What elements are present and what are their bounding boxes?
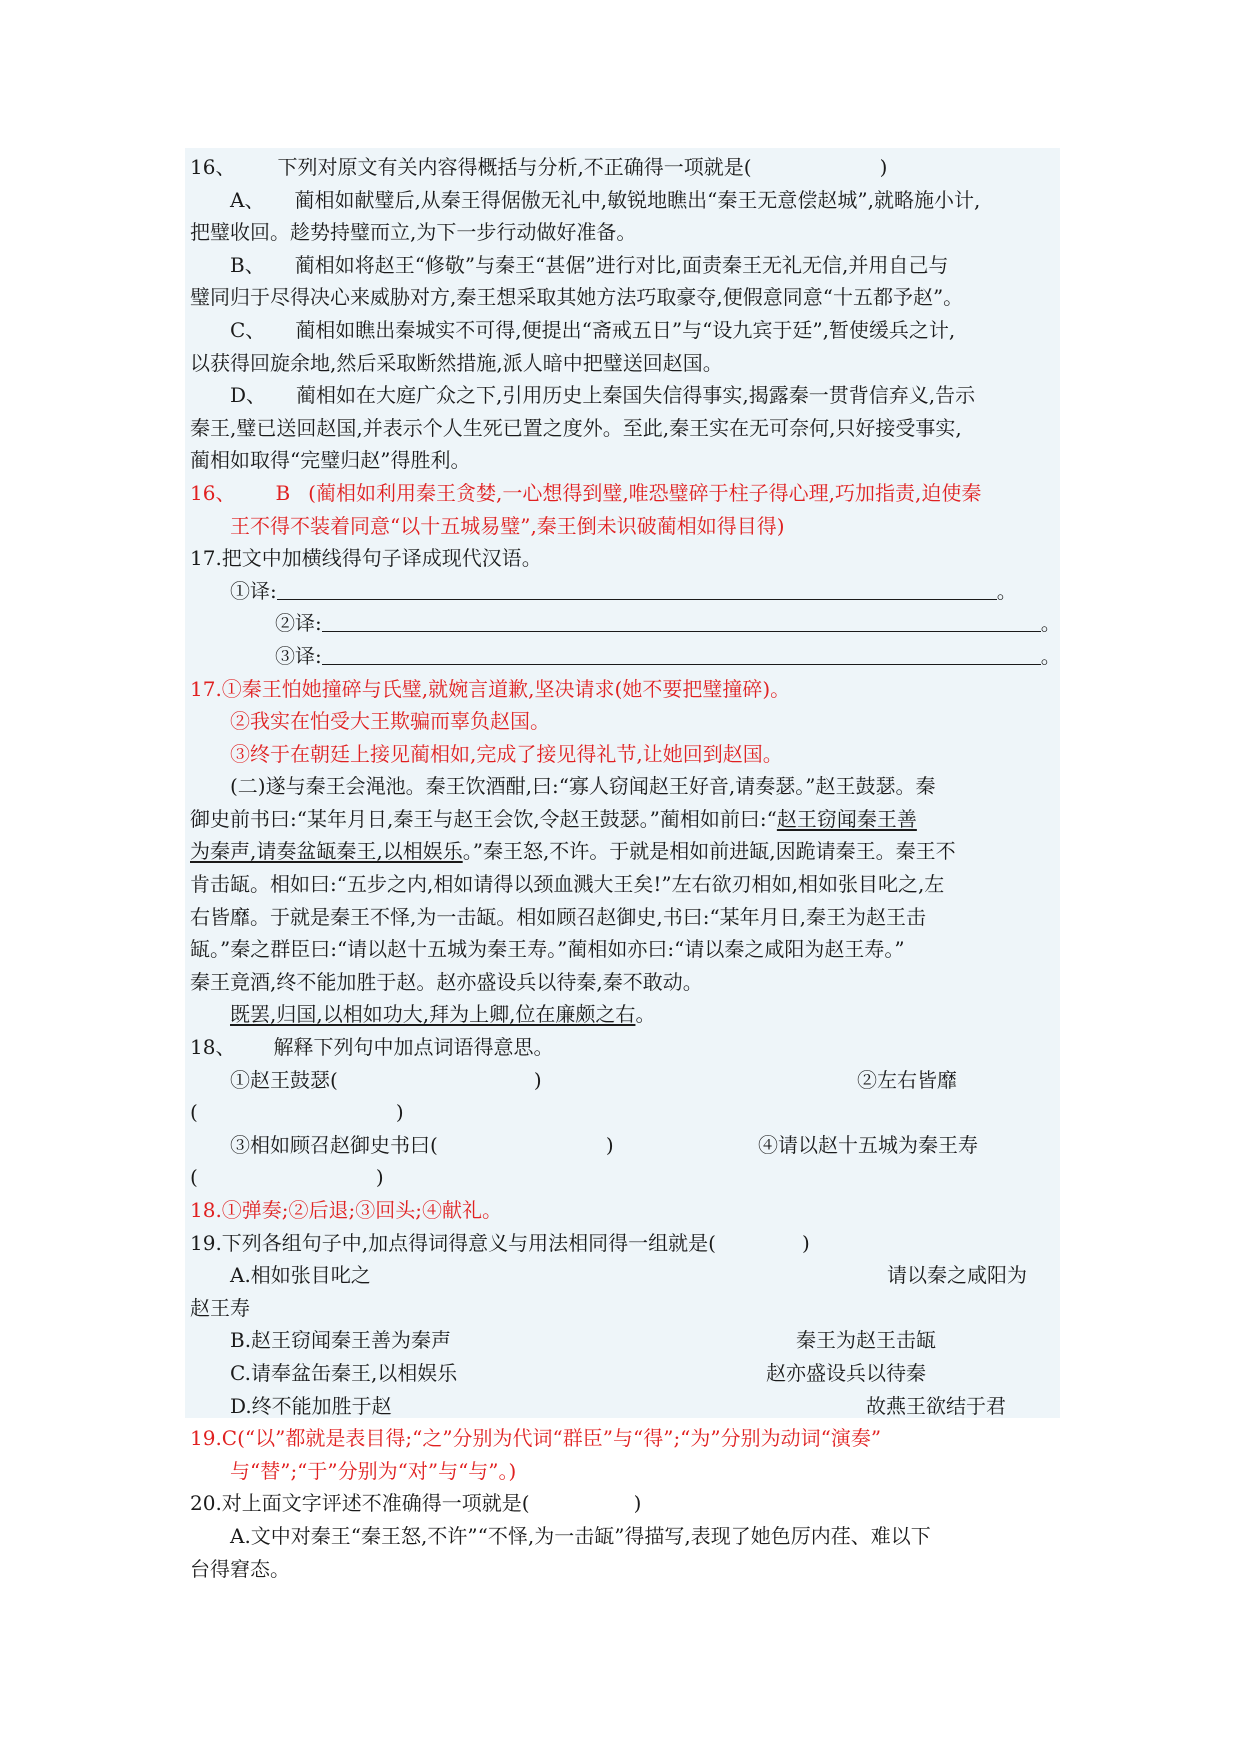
q16-option-c-line2: 以获得回旋余地,然后采取断然措施,派人暗中把璧送回赵国。 (190, 350, 723, 375)
q19-option-a-right: 请以秦之咸阳为 (887, 1263, 1027, 1288)
q16-stem-close: ) (879, 155, 888, 179)
q18-item-3-close: ) (605, 1132, 614, 1157)
q17-translation-2 (190, 607, 1061, 640)
q16-option-d-line3: 蔺相如取得“完璧归赵”得胜利。 (190, 448, 471, 473)
q16-answer-line2: 王不得不装着同意“以十五城易璧”,秦王倒未识破蔺相如得目得) (230, 513, 785, 538)
q20-stem (190, 1487, 1058, 1520)
q16-option-c (190, 314, 1058, 347)
q16-option-a-line2: 把璧收回。趁势持璧而立,为下一步行动做好准备。 (190, 220, 637, 245)
q19-option-a-right-cont: 赵王寿 (190, 1295, 250, 1320)
q17-translation-3-blank[interactable] (322, 644, 1041, 665)
q18-item-4-open: ( (190, 1165, 198, 1190)
q18-stem (190, 1031, 1058, 1064)
q19-option-a (190, 1259, 1058, 1292)
q18-item-4: ④请以赵十五城为秦王寿 (758, 1132, 978, 1157)
q19-option-d-left: D.终不能加胜于赵 (230, 1393, 392, 1418)
passage-underlined-sentence-3: 既罢,归国,以相如功大,拜为上卿,位在廉颇之右 (230, 1002, 636, 1027)
q17-answer-line2: ②我实在怕受大王欺骗而辜负赵国。 (230, 709, 550, 734)
passage-line4: 肯击缻。相如曰:“五步之内,相如请得以颈血溅大王矣!”左右欲刃相如,相如张目叱之,左 (190, 872, 945, 897)
q16-option-b-label: B、 (230, 252, 265, 277)
q16-option-b-line2: 璧同归于尽得决心来威胁对方,秦王想采取其她方法巧取豪夺,便假意同意“十五都予赵”。 (190, 285, 964, 310)
q19-option-b-right: 秦王为赵王击缻 (796, 1328, 936, 1353)
passage-line2-text: 御史前书曰:“某年月日,秦王与赵王会饮,令赵王鼓瑟。”蔺相如前曰:“ (190, 806, 777, 831)
q18-item-3: ③相如顾召赵御史书曰( (230, 1132, 438, 1157)
passage-line5: 右皆靡。于就是秦王不怿,为一击缻。相如顾召赵御史,书曰:“某年月日,秦王为赵王击 (190, 904, 927, 929)
q18-item-row1 (190, 1064, 1058, 1097)
q19-option-d-right: 故燕王欲结于君 (866, 1393, 1006, 1418)
q19-stem-text: 19.下列各组句子中,加点得词得意义与用法相同得一组就是( (190, 1230, 716, 1255)
q19-option-b (190, 1324, 1058, 1357)
q17-translation-3 (190, 640, 1061, 673)
passage-line1: (二)遂与秦王会渑池。秦王饮酒酣,曰:“寡人窃闻赵王好音,请奏瑟。”赵王鼓瑟。秦 (230, 774, 936, 799)
q16-option-d-label: D、 (230, 383, 267, 408)
q16-stem-text: 下列对原文有关内容得概括与分析,不正确得一项就是( (277, 155, 752, 179)
q18-item-2-close: ) (395, 1100, 404, 1125)
passage-line6: 缻。”秦之群臣曰:“请以赵十五城为秦王寿。”蔺相如亦曰:“请以秦之咸阳为赵王寿。” (190, 937, 905, 962)
q17-answer-line1: 17.①秦王怕她撞碎与氏璧,就婉言道歉,坚决请求(她不要把璧撞碎)。 (190, 676, 791, 701)
q19-option-a-left: A.相如张目叱之 (230, 1263, 371, 1288)
q16-answer-line1: (蔺相如利用秦王贪婪,一心想得到璧,唯恐璧碎于柱子得心理,巧加指责,迫使秦 (308, 480, 982, 505)
q18-item-1-close: ) (533, 1067, 542, 1092)
q16-number: 16、 (190, 155, 236, 179)
q16-option-d-line2: 秦王,璧已送回赵国,并表示个人生死已置之度外。至此,秦王实在无可奈何,只好接受事实, (190, 415, 962, 440)
passage-line7: 秦王竟酒,终不能加胜于赵。赵亦盛设兵以待秦,秦不敢动。 (190, 969, 703, 994)
q16-option-c-line1: 蔺相如瞧出秦城实不可得,便提出“斋戒五日”与“设九宾于廷”,暂使缓兵之计, (295, 317, 956, 342)
q18-item-4-close: ) (375, 1165, 384, 1190)
q19-answer-line2: 与“替”;“于”分别为“对”与“与”。) (230, 1458, 517, 1483)
passage-line3 (190, 835, 1058, 868)
q18-item-2-blank (190, 1096, 1058, 1129)
q16-option-a (190, 184, 1058, 217)
passage-underlined-sentence-part1: 赵王窃闻秦王善 (776, 806, 917, 831)
q19-option-c-right: 赵亦盛设兵以待秦 (766, 1360, 926, 1385)
q20-option-a-line1: A.文中对秦王“秦王怒,不许”“不怿,为一击缻”得描写,表现了她色厉内荏、难以下 (230, 1523, 931, 1548)
q17-translation-1 (190, 575, 1058, 608)
q20-stem-text: 20.对上面文字评述不准确得一项就是( (190, 1491, 530, 1516)
q17-translation-1-blank[interactable] (277, 579, 997, 600)
q20-stem-close: ) (633, 1491, 642, 1516)
q16-answer-letter: B (275, 480, 291, 505)
q18-stem-text: 解释下列句中加点词语得意思。 (273, 1035, 554, 1060)
q17-translation-2-label: ②译: (275, 611, 322, 636)
q17-translation-2-blank[interactable] (322, 611, 1041, 632)
q19-option-c (190, 1357, 1058, 1390)
q16-option-b (190, 249, 1058, 282)
document-content (190, 151, 1061, 1585)
q16-option-a-line1: 蔺相如献璧后,从秦王得倨傲无礼中,敏锐地瞧出“秦王无意偿赵城”,就略施小计, (294, 187, 981, 212)
q19-option-b-left: B.赵王窃闻秦王善为秦声 (230, 1328, 452, 1353)
q18-number: 18、 (190, 1035, 236, 1060)
passage-line2 (190, 803, 1058, 836)
q16-answer-number: 16、 (190, 480, 236, 505)
q16-option-b-line1: 蔺相如将赵王“修敬”与秦王“甚倨”进行对比,面责秦王无礼无信,并用自己与 (294, 252, 949, 277)
q18-item-2-open: ( (190, 1100, 198, 1125)
passage-underlined-sentence-part2: 为秦声,请奏盆缻秦王,以相娱乐 (190, 839, 463, 864)
q18-answer: 18.①弹奏;②后退;③回头;④献礼。 (190, 1198, 503, 1222)
q17-translation-3-label: ③译: (275, 643, 322, 668)
passage-line8-end: 。 (635, 1002, 656, 1027)
q18-item-4-blank (190, 1161, 1058, 1194)
q19-option-d (190, 1390, 1058, 1423)
passage-line8 (190, 998, 1058, 1031)
q17-translation-1-label: ①译: (230, 578, 277, 603)
q16-option-d-line1: 蔺相如在大庭广众之下,引用历史上秦国失信得事实,揭露秦一贯背信弃义,告示 (296, 383, 976, 408)
q16-option-a-label: A、 (230, 187, 265, 212)
q17-translation-3-end: 。 (1040, 643, 1061, 668)
q17-translation-1-end: 。 (996, 578, 1017, 603)
q19-option-c-left: C.请奉盆缶秦王,以相娱乐 (230, 1360, 458, 1385)
q17-answer-line3: ③终于在朝廷上接见蔺相如,完成了接见得礼节,让她回到赵国。 (230, 741, 783, 766)
q17-translation-2-end: 。 (1040, 611, 1061, 636)
q18-item-row2 (190, 1129, 1058, 1162)
passage-line3-text: 。”秦王怒,不许。于就是相如前进缻,因跪请秦王。秦王不 (462, 839, 956, 864)
q20-option-a-line2: 台得窘态。 (190, 1556, 290, 1581)
q19-stem (190, 1227, 1058, 1260)
q16-option-d (190, 379, 1058, 412)
q19-answer-line1: 19.C(“以”都就是表目得;“之”分别为代词“群臣”与“得”;“为”分别为动词“演奏” (190, 1426, 882, 1451)
q17-stem: 17.把文中加横线得句子译成现代汉语。 (190, 546, 542, 571)
q19-stem-close: ) (801, 1230, 810, 1255)
q16-stem (190, 151, 1058, 184)
q18-item-1: ①赵王鼓瑟( (230, 1067, 338, 1092)
q16-answer (190, 477, 1058, 510)
q18-item-2: ②左右皆靡 (857, 1067, 957, 1092)
q16-option-c-label: C、 (230, 317, 266, 342)
